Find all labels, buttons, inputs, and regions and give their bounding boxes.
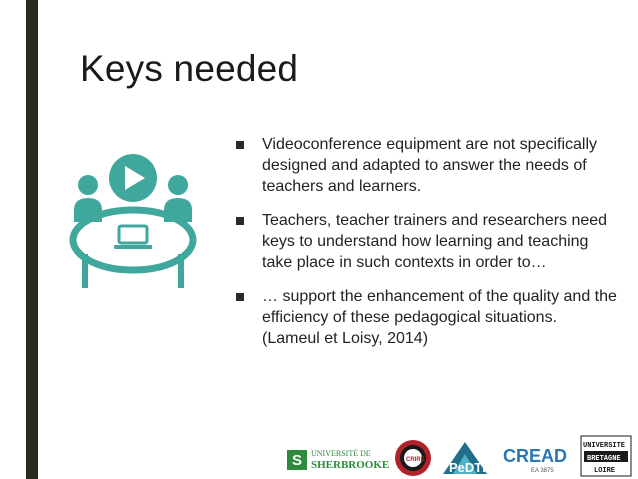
- table-leg-left: [82, 254, 88, 288]
- left-accent-bar: [26, 0, 38, 479]
- sherbrooke-logo: [287, 448, 389, 471]
- laptop-icon: [114, 226, 152, 249]
- videoconference-meeting-icon: [68, 150, 198, 290]
- crire-logo: [395, 440, 431, 476]
- ubl-line2: BRETAGNE: [587, 455, 621, 463]
- svg-text:S: S: [292, 452, 303, 469]
- right-person-head-icon: [168, 175, 188, 195]
- bullet-text: Teachers, teacher trainers and researchers need keys to understand how learning and teaching take place in such contexts in order to…: [262, 212, 608, 271]
- table-leg-right: [178, 254, 184, 288]
- bullet-item: [232, 134, 617, 197]
- left-person-head-icon: [78, 175, 98, 195]
- sherbrooke-line1: UNIVERSITÉ DE: [311, 449, 371, 458]
- bullet-list: [232, 134, 617, 362]
- square-bullet-icon: [236, 217, 244, 225]
- slide-title: Keys needed: [80, 48, 299, 89]
- crire-text: CRIRE: [406, 457, 425, 463]
- ubl-line1: UNIVERSITE: [583, 442, 626, 450]
- bullet-item: [232, 210, 617, 273]
- ubl-line3: LOIRE: [594, 467, 616, 475]
- square-bullet-icon: [236, 141, 244, 149]
- bullet-citation: (Lameul et Loisy, 2014): [262, 330, 429, 347]
- cread-text: CREAD: [503, 446, 568, 466]
- sherbrooke-line2: SHERBROOKE: [311, 459, 390, 471]
- ubl-logo: [581, 436, 631, 476]
- pedtice-text: PeDTICE: [449, 460, 504, 475]
- bullet-item: [232, 286, 617, 349]
- cread-logo: [503, 446, 567, 474]
- partner-logos: [283, 434, 633, 478]
- pedtice-logo: [443, 442, 504, 475]
- bullet-text: … support the enhancement of the quality and the efficiency of these pedagogical situations.: [262, 288, 617, 326]
- table-icon: [73, 210, 193, 270]
- bullet-text: Videoconference equipment are not specifically designed and adapted to answer the needs of teachers and learners.: [262, 136, 598, 195]
- cread-sub: EA 3875: [531, 468, 554, 474]
- square-bullet-icon: [236, 293, 244, 301]
